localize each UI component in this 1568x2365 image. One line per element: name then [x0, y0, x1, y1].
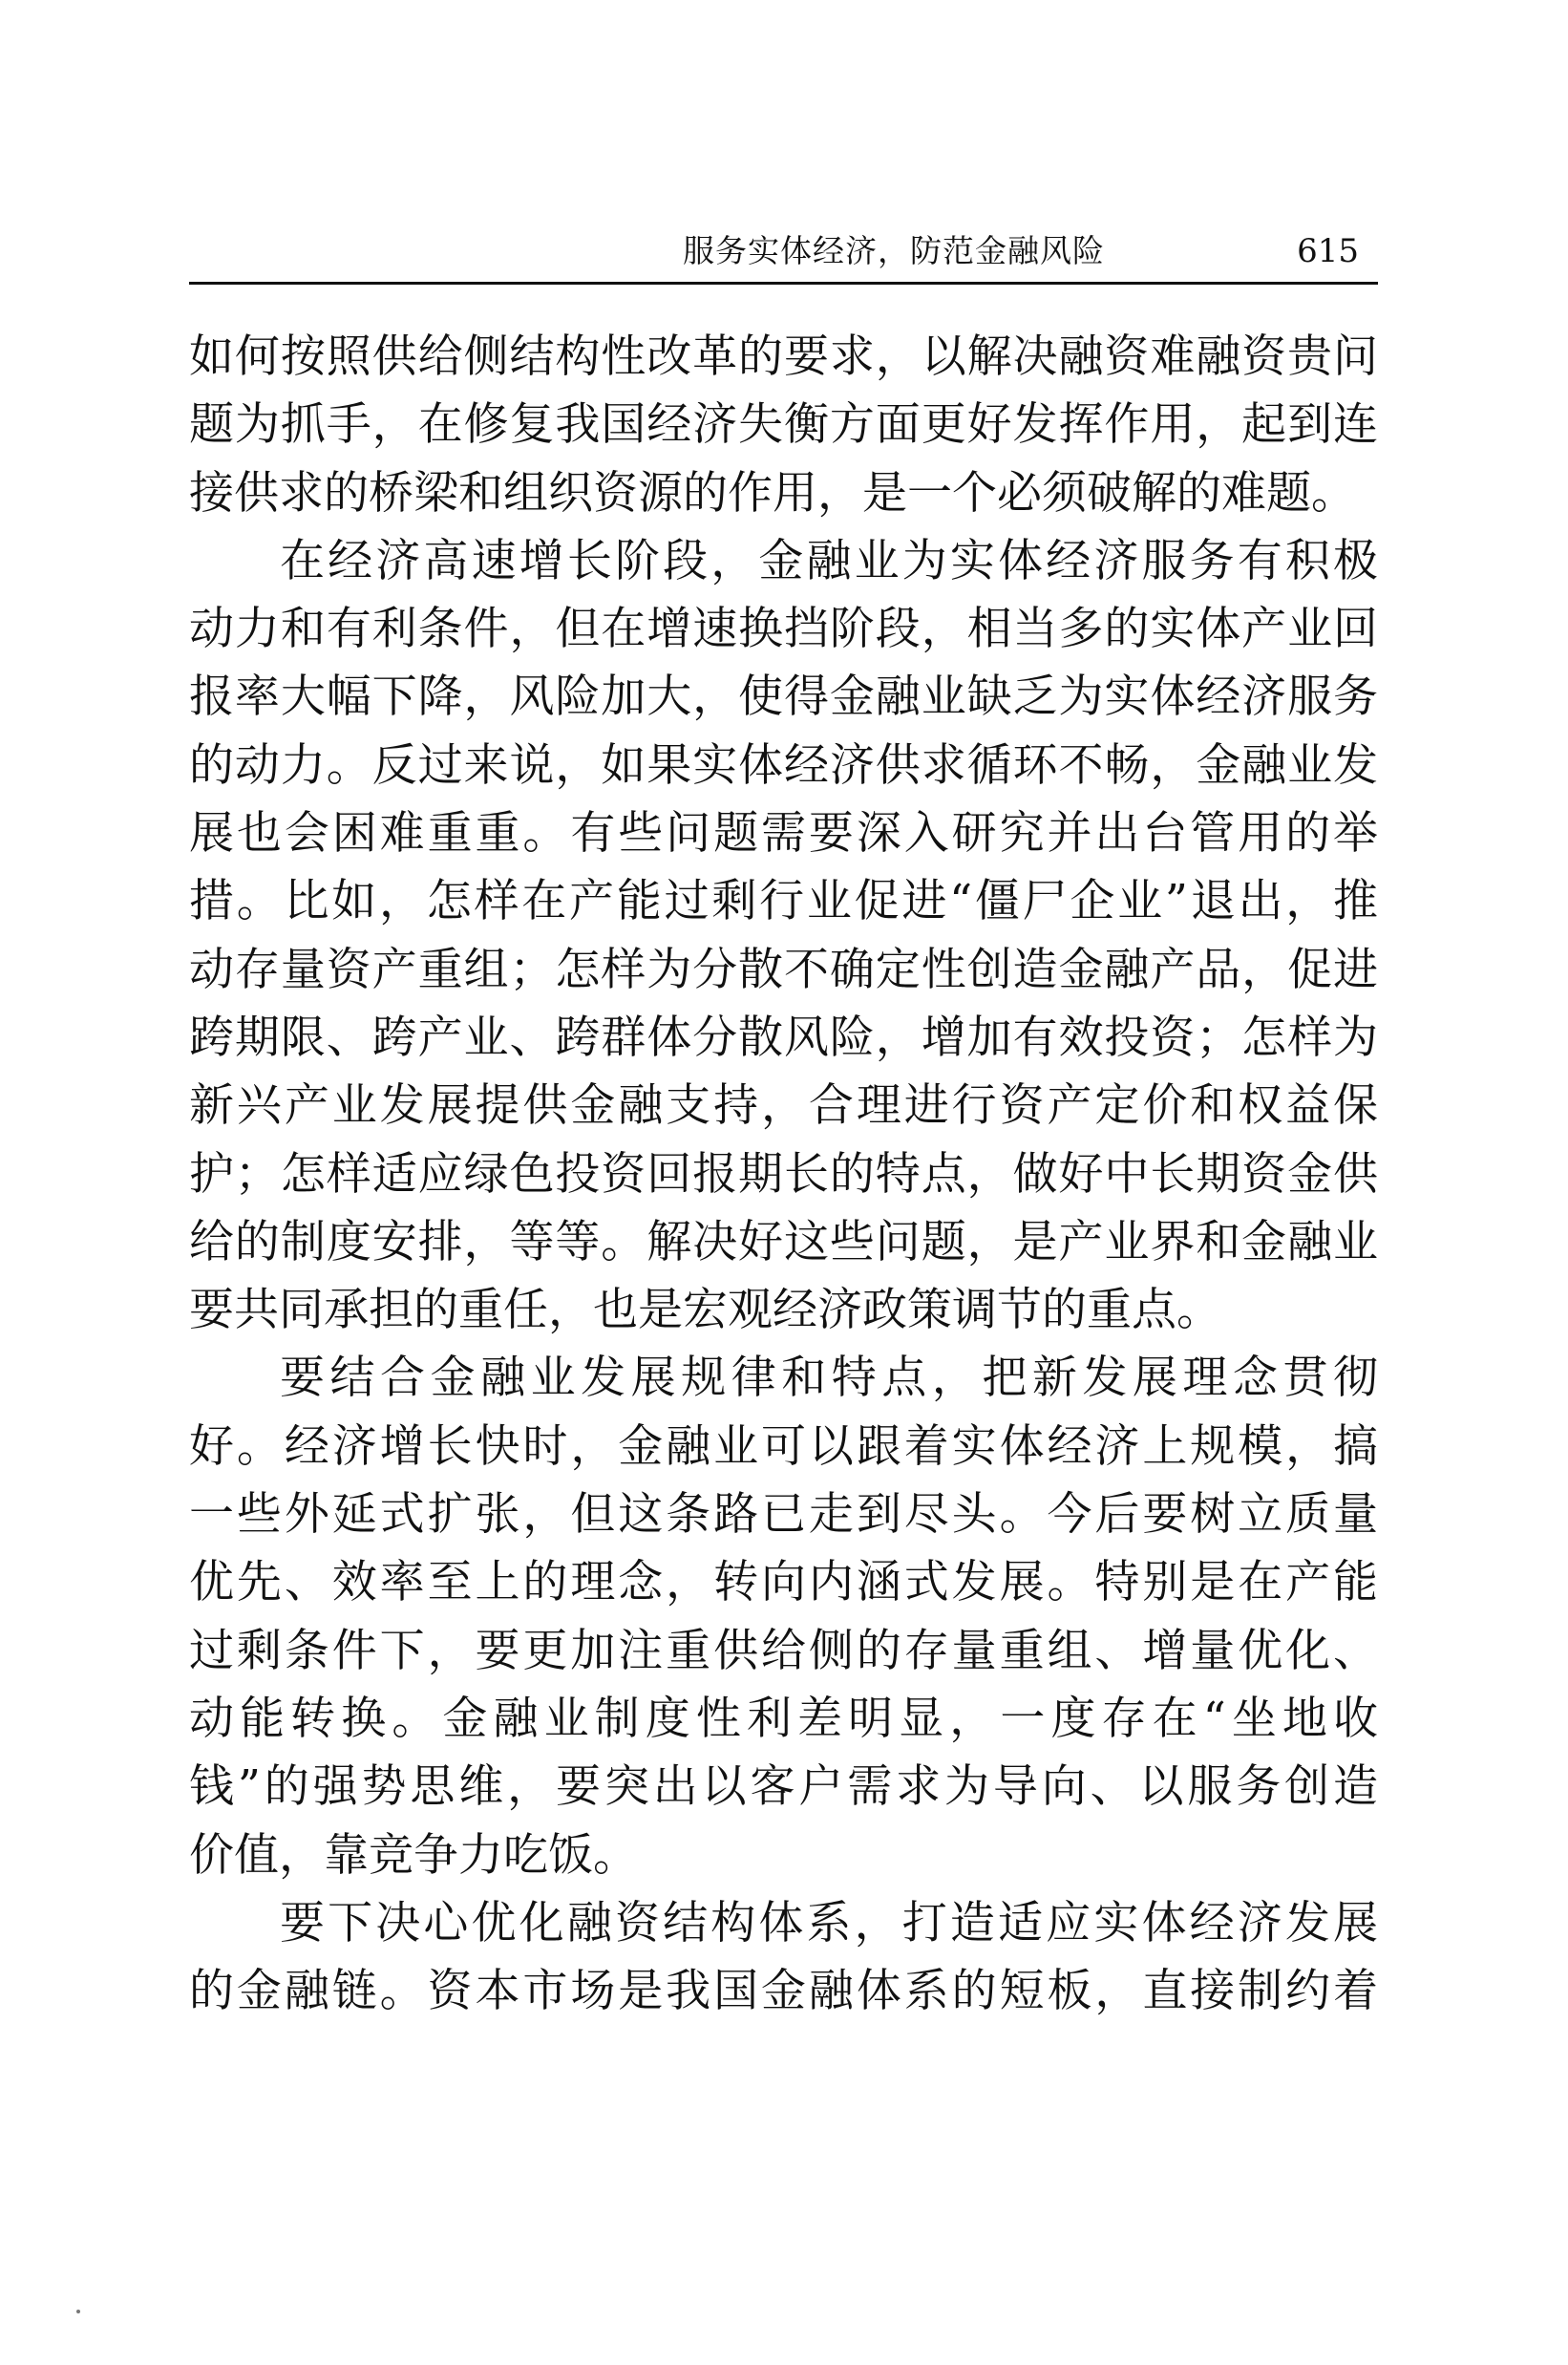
text-line: 新兴产业发展提供金融支持，合理进行资产定价和权益保 [189, 1079, 1378, 1133]
text-line: 要共同承担的重任，也是宏观经济政策调节的重点。 [189, 1284, 1221, 1337]
body-text [189, 323, 1378, 2025]
text-line: 题为抓手，在修复我国经济失衡方面更好发挥作用，起到连 [189, 398, 1378, 452]
text-line: 跨期限、跨产业、跨群体分散风险，增加有效投资；怎样为 [189, 1011, 1378, 1064]
text-line: 报率大幅下降，风险加大，使得金融业缺乏为实体经济服务 [189, 671, 1378, 724]
text-line: 如何按照供给侧结构性改革的要求，以解决融资难融资贵问 [189, 330, 1378, 383]
text-line: 动能转换。金融业制度性利差明显，一度存在“坐地收 [189, 1692, 1378, 1745]
text-line: 的动力。反过来说，如果实体经济供求循环不畅，金融业发 [189, 738, 1378, 792]
text-line: 钱”的强势思维，要突出以客户需求为导向、以服务创造 [189, 1760, 1378, 1814]
text-line: 价值，靠竞争力吃饭。 [189, 1828, 638, 1882]
text-line: 措。比如，怎样在产能过剩行业促进“僵尸企业”退出，推 [189, 875, 1378, 928]
chapter-title: 服务实体经济，防范金融风险 [683, 232, 1105, 269]
text-line: 的金融链。资本市场是我国金融体系的短板，直接制约着 [189, 1965, 1378, 2018]
paragraph-first-line: 在经济高速增长阶段，金融业为实体经济服务有积极 [280, 534, 1378, 587]
text-line: 好。经济增长快时，金融业可以跟着实体经济上规模，搞 [189, 1419, 1378, 1473]
text-line: 护；怎样适应绿色投资回报期长的特点，做好中长期资金供 [189, 1147, 1378, 1201]
paragraph-first-line: 要结合金融业发展规律和特点，把新发展理念贯彻 [280, 1352, 1378, 1405]
text-line: 接供求的桥梁和组织资源的作用，是一个必须破解的难题。 [189, 466, 1356, 520]
text-line: 动存量资产重组；怎样为分散不确定性创造金融产品，促进 [189, 943, 1378, 996]
text-line: 过剩条件下，要更加注重供给侧的存量重组、增量优化、 [189, 1624, 1378, 1677]
text-line: 给的制度安排，等等。解决好这些问题，是产业界和金融业 [189, 1215, 1378, 1268]
text-line: 优先、效率至上的理念，转向内涵式发展。特别是在产能 [189, 1556, 1378, 1609]
text-line: 展也会困难重重。有些问题需要深入研究并出台管用的举 [189, 807, 1378, 861]
text-line: 一些外延式扩张，但这条路已走到尽头。今后要树立质量 [189, 1488, 1378, 1542]
running-header [189, 224, 1378, 285]
paragraph-first-line: 要下决心优化融资结构体系，打造适应实体经济发展 [280, 1896, 1378, 1950]
text-line: 动力和有利条件，但在增速换挡阶段，相当多的实体产业回 [189, 603, 1378, 656]
scan-speck [76, 2310, 80, 2313]
page-number: 615 [1297, 232, 1359, 270]
